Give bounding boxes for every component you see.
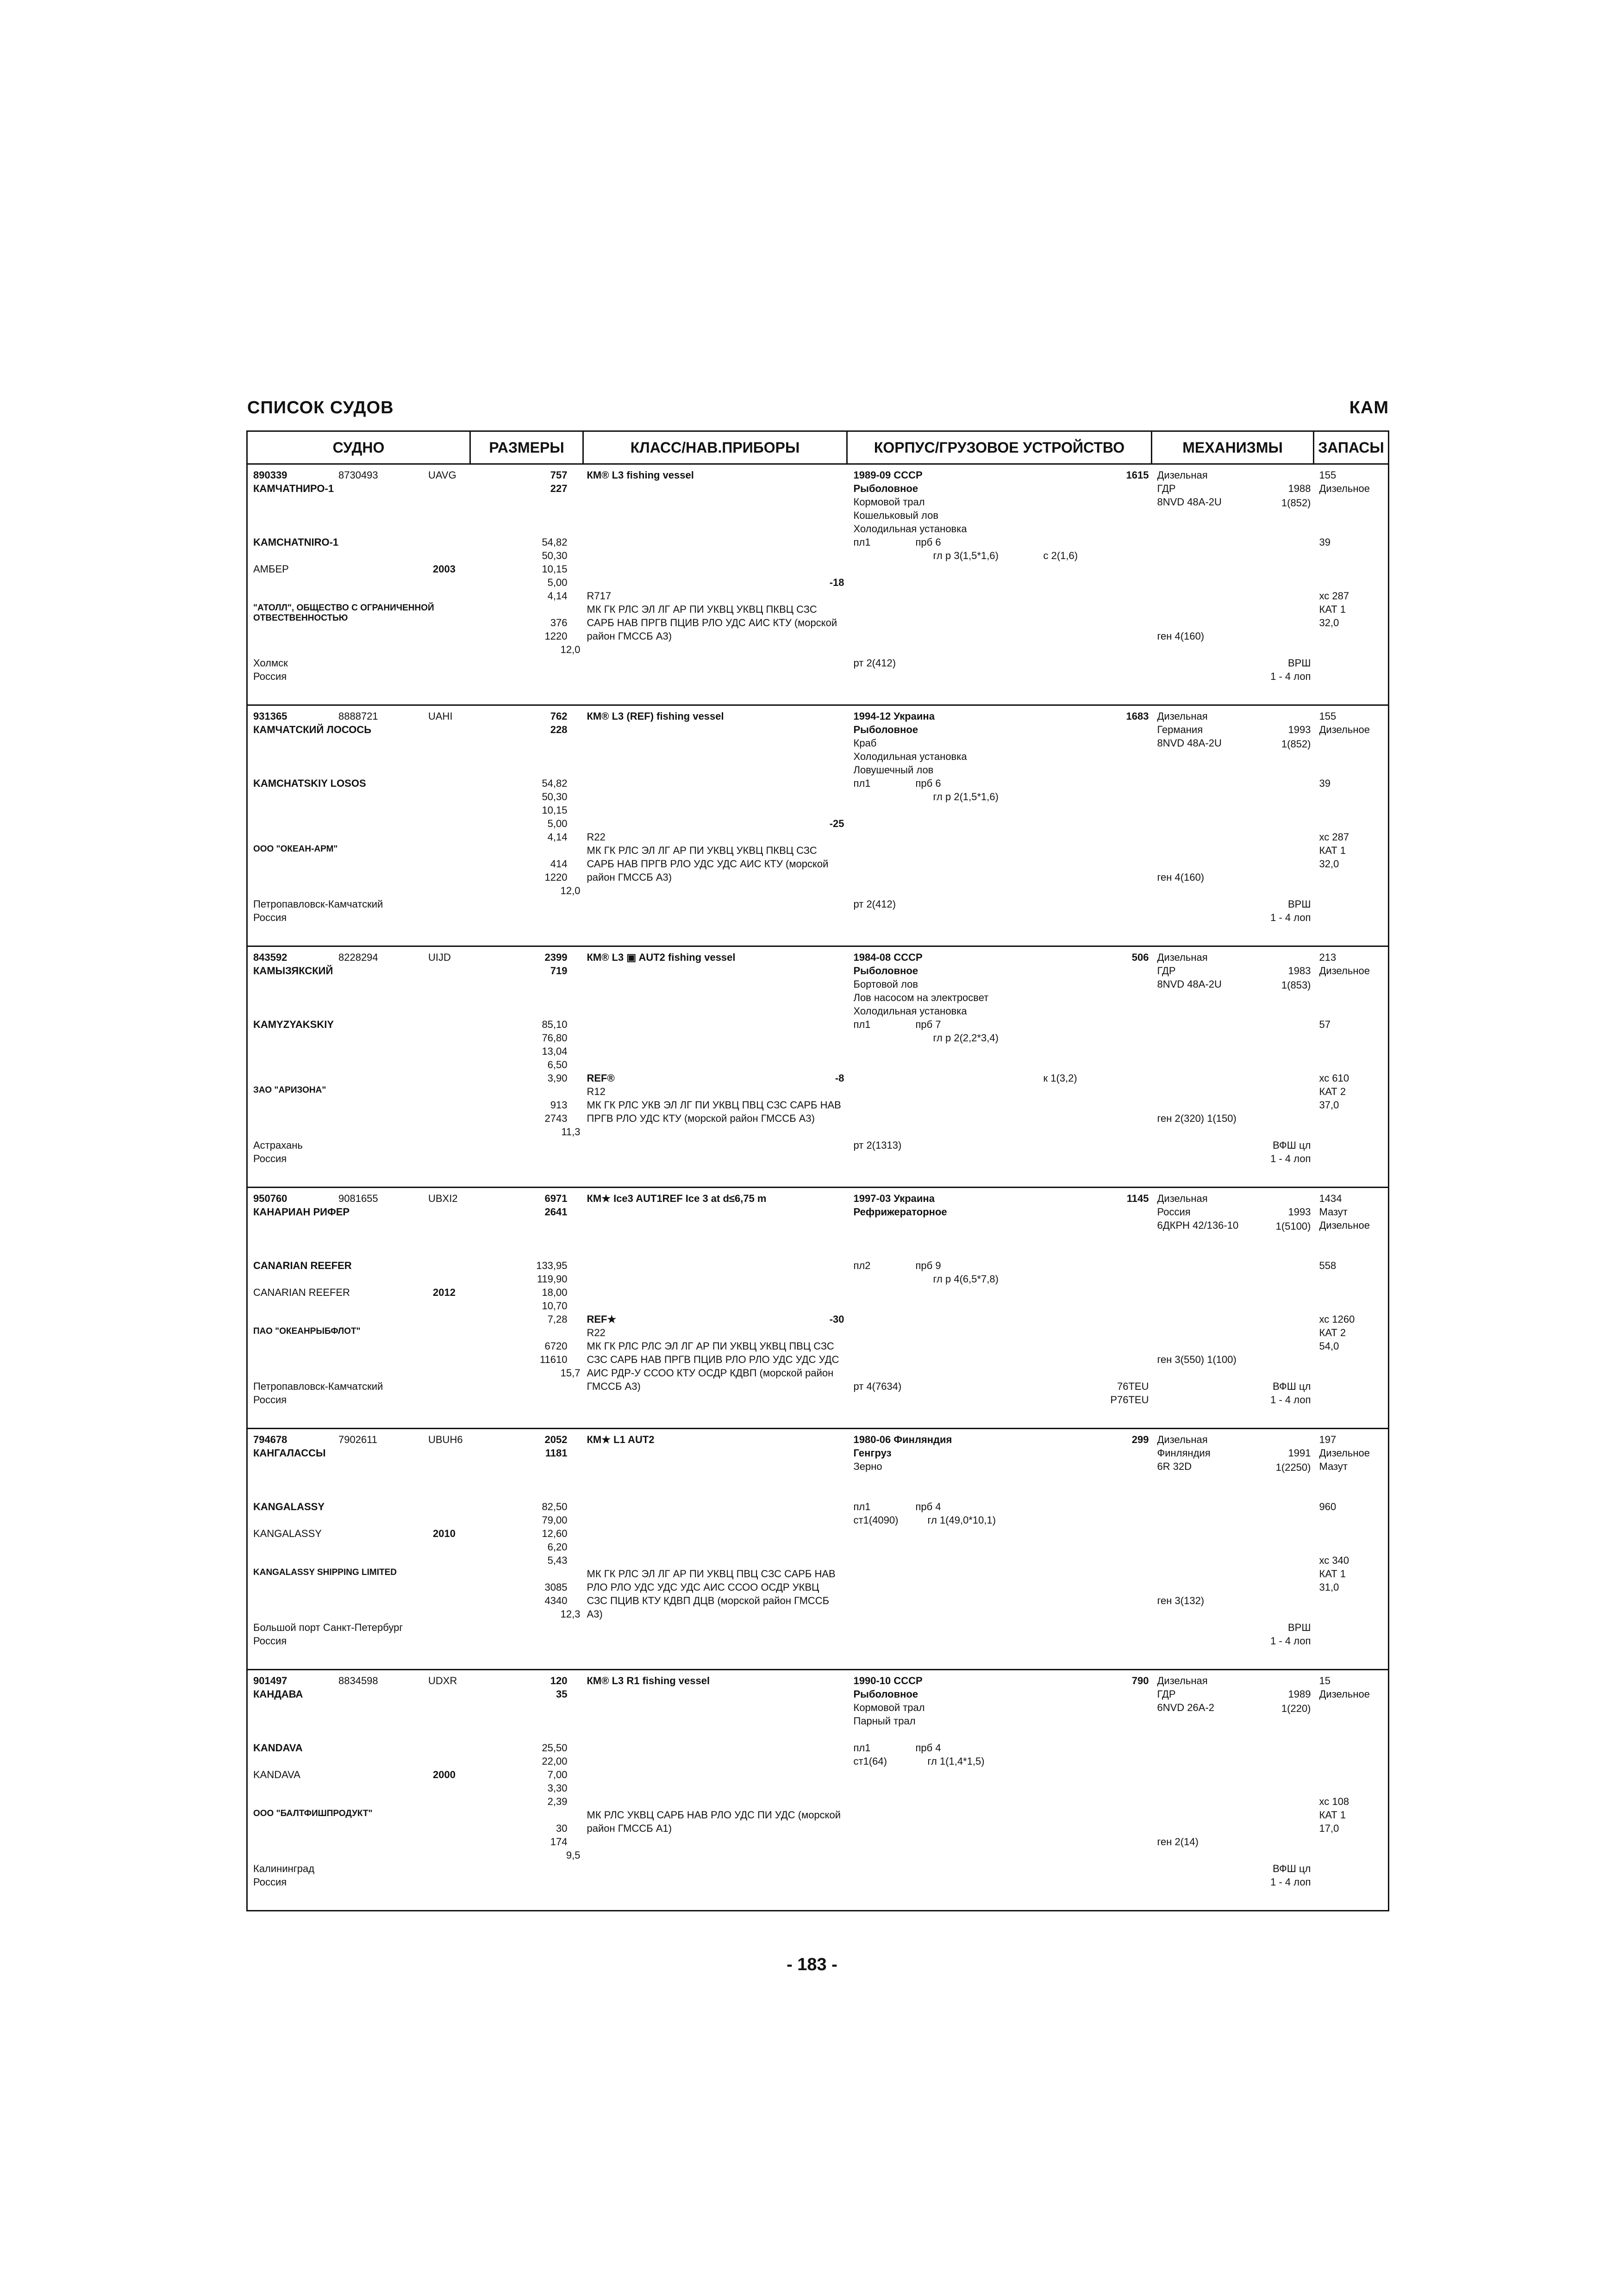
engine-power: 1(853) — [1281, 979, 1311, 991]
country: Россия — [253, 1876, 287, 1888]
generators: ген 2(14) — [1157, 1836, 1199, 1848]
hull-number: 1145 — [1126, 1193, 1149, 1204]
engine-year: 1989 — [1288, 1688, 1311, 1700]
call-sign: UDXR — [428, 1675, 457, 1686]
hold-capacity: прб 7 — [915, 1019, 941, 1030]
dimension-value: 3,90 — [547, 1072, 568, 1084]
hull-line: Холодильная установка — [853, 1005, 967, 1017]
engine-model: 6R 32D — [1157, 1461, 1192, 1472]
propeller-blades: 1 - 4 лоп — [1270, 1876, 1311, 1888]
dimension-value: 5,43 — [547, 1555, 568, 1566]
hold-temperature: -25 — [829, 818, 844, 829]
registry-number: 843592 — [253, 952, 287, 963]
vessel-name: КАМЧАТСКИЙ ЛОСОСЬ — [253, 724, 372, 735]
home-port: Петропавловск-Камчатский — [253, 1381, 383, 1392]
dimension-value: 6,20 — [547, 1541, 568, 1553]
hull-line: Холодильная установка — [853, 751, 967, 762]
dimension-value: 6,50 — [547, 1059, 568, 1070]
call-sign: UBXI2 — [428, 1193, 458, 1204]
crew-spaces: хс 610 — [1319, 1072, 1349, 1084]
imo-number: 9081655 — [338, 1193, 378, 1204]
fuel-1: 15 — [1319, 1675, 1330, 1686]
home-port: Холмск — [253, 657, 288, 669]
engine-maker: ГДР — [1157, 483, 1176, 494]
registry-number: 890339 — [253, 469, 287, 481]
propeller: ВФШ цл — [1273, 1381, 1311, 1392]
fuel-1: 155 — [1319, 469, 1337, 481]
vessel-row — [247, 464, 1389, 705]
dimension-value: 12,0 — [560, 885, 581, 896]
fuel-1: 155 — [1319, 710, 1337, 722]
rename-year: 2003 — [433, 563, 456, 575]
hold-temperature: -30 — [829, 1313, 844, 1325]
dimension-value: 6720 — [544, 1340, 568, 1352]
class-notation: КМ★ L1 AUT2 — [587, 1434, 655, 1445]
engine-year: 1993 — [1288, 724, 1311, 735]
section-code: КАМ — [1349, 398, 1389, 417]
dimension-value: 4,14 — [547, 590, 568, 602]
teu-capacity: 76TEU — [1117, 1381, 1149, 1392]
owner: ООО "ОКЕАН-АРМ" — [253, 844, 338, 854]
nav-equipment: МК ГК РЛС УКВ ЭЛ ЛГ ПИ УКВЦ ПВЦ СЗС САРБ НАВ ПРГВ РЛО УДС КТУ (морской район ГМССБ А3) — [587, 1099, 841, 1124]
vessel-type: Рыболовное — [853, 483, 918, 494]
hold-count: пл1 — [853, 1501, 871, 1512]
registry-number: 794678 — [253, 1434, 287, 1445]
engine-year: 1993 — [1288, 1206, 1311, 1218]
generators: ген 4(160) — [1157, 871, 1205, 883]
hold-count: пл1 — [853, 778, 871, 789]
dimension-value: 9,5 — [566, 1849, 581, 1861]
hold-temperature: -8 — [835, 1072, 844, 1084]
vessel-name-latin: KAMYZYAKSKIY — [253, 1019, 334, 1030]
engine-power: 1(220) — [1281, 1703, 1311, 1714]
imo-number: 8834598 — [338, 1675, 378, 1686]
vessel-name: КАНАРИАН РИФЕР — [253, 1206, 350, 1218]
owner: "АТОЛЛ", ОБЩЕСТВО С ОГРАНИЧЕННОЙ ОТВЕСТВЕННОСТЬЮ — [253, 603, 434, 623]
former-name: KANGALASSY — [253, 1528, 322, 1539]
col-header-machinery: МЕХАНИЗМЫ — [1152, 431, 1314, 464]
category: КАТ 1 — [1319, 845, 1346, 856]
col-header-class: КЛАСС/НАВ.ПРИБОРЫ — [583, 431, 847, 464]
dimension-value: 119,90 — [537, 1273, 568, 1285]
fuel-1: 197 — [1319, 1434, 1337, 1445]
crew-spaces: хс 287 — [1319, 590, 1349, 602]
generators: ген 3(132) — [1157, 1595, 1205, 1606]
fresh-water: 960 — [1319, 1501, 1337, 1512]
dimension-value: 2399 — [544, 952, 568, 963]
fresh-water: 57 — [1319, 1019, 1330, 1030]
vessel-row — [247, 705, 1389, 946]
col-header-hull: КОРПУС/ГРУЗОВОЕ УСТРОЙСТВО — [847, 431, 1152, 464]
hold-count: пл1 — [853, 1019, 871, 1030]
fuel-3: Дизельное — [1319, 1220, 1370, 1231]
fuel-1: 213 — [1319, 952, 1337, 963]
propeller: ВРШ — [1287, 1622, 1311, 1633]
hold-temperature: -18 — [829, 577, 844, 588]
imo-number: 8888721 — [338, 710, 378, 722]
nav-equipment: МК ГК РЛС ЭЛ ЛГ АР ПИ УКВЦ УКВЦ ПКВЦ СЗС САРБ НАВ ПРГВ РЛО УДС УДС АИС КТУ (морской район ГМССБ А3) — [587, 845, 829, 883]
hull-line: Холодильная установка — [853, 523, 967, 535]
hull-number: 790 — [1131, 1675, 1149, 1686]
dimension-value: 5,00 — [547, 818, 568, 829]
owner: ПАО "ОКЕАНРЫБФЛОТ" — [253, 1326, 361, 1336]
vessel-name: КАМЧАТНИРО-1 — [253, 483, 334, 494]
dimension-value: 15,7 — [560, 1367, 581, 1379]
country: Россия — [253, 912, 287, 923]
autonomy: 17,0 — [1319, 1823, 1339, 1834]
vessel-row — [247, 1188, 1389, 1429]
former-name: CANARIAN REEFER — [253, 1287, 350, 1298]
engine-maker: ГДР — [1157, 1688, 1176, 1700]
dimension-value: 762 — [550, 710, 568, 722]
category: КАТ 2 — [1319, 1327, 1346, 1338]
class-notation: КМ® L3 ▣ AUT2 fishing vessel — [587, 952, 736, 963]
owner: KANGALASSY SHIPPING LIMITED — [253, 1568, 397, 1577]
rename-year: 2000 — [433, 1769, 456, 1780]
engine-power: 1(852) — [1281, 497, 1311, 509]
fresh-water: 39 — [1319, 778, 1330, 789]
dimension-value: 4340 — [544, 1595, 568, 1606]
engine-type: Дизельная — [1157, 710, 1208, 722]
hull-line: Бортовой лов — [853, 978, 918, 990]
dimension-value: 414 — [550, 858, 568, 870]
col-header-dimensions: РАЗМЕРЫ — [470, 431, 583, 464]
refrigerant: R717 — [587, 590, 612, 602]
hold-capacity: прб 6 — [915, 536, 941, 548]
fuel-2: Дизельное — [1319, 483, 1370, 494]
dimension-value: 50,30 — [542, 550, 568, 561]
vessel-table — [246, 430, 1389, 1911]
crane: ст1(4090) — [853, 1514, 899, 1526]
build-year-country: 1990-10 СССР — [853, 1675, 923, 1686]
class-notation: КМ★ Ice3 AUT1REF Ice 3 at d≤6,75 m — [587, 1193, 767, 1204]
hold-count: пл1 — [853, 1742, 871, 1754]
dimension-value: 11,3 — [561, 1126, 581, 1138]
hull-number: 1615 — [1126, 469, 1149, 481]
dimension-value: 76,80 — [542, 1032, 568, 1044]
vessel-type: Рыболовное — [853, 1688, 918, 1700]
vessel-name: КАМЫЗЯКСКИЙ — [253, 965, 333, 977]
dimension-value: 10,70 — [542, 1300, 568, 1312]
engine-type: Дизельная — [1157, 1675, 1208, 1686]
autonomy: 32,0 — [1319, 858, 1339, 870]
dimension-value: 2743 — [544, 1113, 568, 1124]
category: КАТ 2 — [1319, 1086, 1346, 1097]
former-name: KANDAVA — [253, 1769, 300, 1780]
home-port: Петропавловск-Камчатский — [253, 898, 383, 910]
class-notation: КМ® L3 fishing vessel — [587, 469, 694, 481]
dimension-value: 12,0 — [560, 644, 581, 655]
country: Россия — [253, 1635, 287, 1647]
dimension-value: 757 — [550, 469, 568, 481]
hull-line: Кормовой трал — [853, 496, 925, 508]
dimension-value: 376 — [550, 617, 568, 628]
propeller: ВРШ — [1287, 657, 1311, 669]
hull-line: Ловушечный лов — [853, 764, 934, 776]
vessel-type: Генгруз — [853, 1447, 892, 1459]
vessel-type: Рыболовное — [853, 724, 918, 735]
dimension-value: 7,28 — [547, 1313, 568, 1325]
registry-number: 901497 — [253, 1675, 287, 1686]
vessel-name: КАНГАЛАССЫ — [253, 1447, 326, 1459]
engine-year: 1983 — [1288, 965, 1311, 977]
dimension-value: 4,14 — [547, 831, 568, 843]
dimension-value: 7,00 — [547, 1769, 568, 1780]
vessel-name-latin: KANGALASSY — [253, 1501, 325, 1512]
category: КАТ 1 — [1319, 604, 1346, 615]
propeller-blades: 1 - 4 лоп — [1270, 1635, 1311, 1647]
refrigerated-hold: рт 2(412) — [853, 898, 896, 910]
call-sign: UAHI — [428, 710, 453, 722]
crew-spaces: хс 1260 — [1319, 1313, 1355, 1325]
propeller-blades: 1 - 4 лоп — [1270, 912, 1311, 923]
hull-number: 1683 — [1126, 710, 1149, 722]
fuel-3: Мазут — [1319, 1461, 1348, 1472]
dimension-value: 719 — [550, 965, 568, 977]
list-title: СПИСОК СУДОВ — [247, 398, 394, 417]
refrigerant: R12 — [587, 1086, 606, 1097]
engine-maker: Финляндия — [1157, 1447, 1211, 1459]
autonomy: 31,0 — [1319, 1581, 1339, 1593]
engine-power: 1(2250) — [1275, 1462, 1311, 1473]
dimension-value: 12,60 — [542, 1528, 568, 1539]
home-port: Калининград — [253, 1863, 315, 1874]
teu-capacity-alt: P76TEU — [1110, 1394, 1149, 1406]
engine-year: 1988 — [1288, 483, 1311, 494]
dimension-value: 13,04 — [542, 1045, 568, 1057]
dimension-value: 30 — [556, 1823, 568, 1834]
registry-number: 950760 — [253, 1193, 287, 1204]
vessel-row — [247, 946, 1389, 1188]
dimension-value: 1181 — [545, 1447, 568, 1459]
propeller-blades: 1 - 4 лоп — [1270, 671, 1311, 682]
autonomy: 37,0 — [1319, 1099, 1339, 1111]
refrigerant: R22 — [587, 831, 606, 843]
hold-capacity: прб 9 — [915, 1260, 941, 1271]
vessel-name-latin: KAMCHATNIRO-1 — [253, 536, 339, 548]
build-year-country: 1994-12 Украина — [853, 710, 935, 722]
refrigeration-class: REF® — [587, 1072, 615, 1084]
engine-maker: Россия — [1157, 1206, 1191, 1218]
rename-year: 2012 — [433, 1287, 456, 1298]
class-notation: КМ® L3 R1 fishing vessel — [587, 1675, 710, 1686]
dimension-value: 79,00 — [542, 1514, 568, 1526]
propeller: ВФШ цл — [1273, 1139, 1311, 1151]
category: КАТ 1 — [1319, 1809, 1346, 1821]
crew-spaces: хс 287 — [1319, 831, 1349, 843]
refrigerated-hold: рт 2(412) — [853, 657, 896, 669]
nav-equipment: МК ГК РЛС ЭЛ ЛГ АР ПИ УКВЦ ПВЦ СЗС САРБ НАВ РЛО РЛО УДС УДС УДС АИС ССОО ОСДР УКВЦ СЗС ПЦИВ КТУ КДВП ДЦВ (морской район ГМССБ А3) — [587, 1568, 836, 1620]
build-year-country: 1989-09 СССР — [853, 469, 923, 481]
imo-number: 8730493 — [338, 469, 378, 481]
hatch-size: гл р 2(2,2*3,4) — [933, 1032, 999, 1044]
dimension-value: 25,50 — [542, 1742, 568, 1754]
vessel-row — [247, 1670, 1389, 1911]
hull-line: Краб — [853, 737, 877, 749]
dimension-value: 3,30 — [547, 1782, 568, 1794]
dimension-value: 6971 — [544, 1193, 568, 1204]
fuel-2: Дизельное — [1319, 1688, 1370, 1700]
engine-model: 8NVD 48A-2U — [1157, 978, 1222, 990]
fuel-2: Дизельное — [1319, 1447, 1370, 1459]
hull-extra: с 2(1,6) — [1043, 550, 1078, 561]
engine-model: 8NVD 48A-2U — [1157, 737, 1222, 749]
build-year-country: 1984-08 СССР — [853, 952, 923, 963]
call-sign: UAVG — [428, 469, 456, 481]
generators: ген 3(550) 1(100) — [1157, 1354, 1237, 1365]
hold-capacity: прб 4 — [915, 1742, 941, 1754]
engine-model: 8NVD 48A-2U — [1157, 496, 1222, 508]
vessel-name: КАНДАВА — [253, 1688, 303, 1700]
rename-year: 2010 — [433, 1528, 456, 1539]
country: Россия — [253, 1153, 287, 1164]
nav-equipment: МК ГК РЛС РЛС ЭЛ ЛГ АР ПИ УКВЦ УКВЦ ПВЦ СЗС СЗС САРБ НАВ ПРГВ ПЦИВ РЛО РЛО УДС УДС УДС АИС РДР-У ССОО КТУ ОСДР КДВП (морской район ГМССБ А3) — [587, 1340, 839, 1392]
hold-capacity: прб 4 — [915, 1501, 941, 1512]
generators: ген 4(160) — [1157, 630, 1205, 642]
engine-type: Дизельная — [1157, 1193, 1208, 1204]
build-year-country: 1997-03 Украина — [853, 1193, 935, 1204]
dimension-value: 10,15 — [542, 804, 568, 816]
engine-maker: ГДР — [1157, 965, 1176, 977]
fuel-2: Мазут — [1319, 1206, 1348, 1218]
dimension-value: 174 — [550, 1836, 568, 1848]
dimension-value: 11610 — [539, 1354, 568, 1365]
engine-type: Дизельная — [1157, 1434, 1208, 1445]
vessel-type: Рыболовное — [853, 965, 918, 977]
refrigeration-class: REF★ — [587, 1313, 617, 1325]
dimension-value: 12,3 — [560, 1608, 581, 1620]
hatch-size: гл р 4(6,5*7,8) — [933, 1273, 999, 1285]
dimension-value: 5,00 — [547, 577, 568, 588]
vessel-type: Рефрижераторное — [853, 1206, 947, 1218]
engine-type: Дизельная — [1157, 952, 1208, 963]
nav-equipment: МК ГК РЛС ЭЛ ЛГ АР ПИ УКВЦ УКВЦ ПКВЦ СЗС САРБ НАВ ПРГВ ПЦИВ РЛО УДС АИС КТУ (морской район ГМССБ А3) — [587, 604, 837, 642]
country: Россия — [253, 1394, 287, 1406]
dimension-value: 54,82 — [542, 778, 568, 789]
propeller: ВРШ — [1287, 898, 1311, 910]
owner: ЗАО "АРИЗОНА" — [253, 1085, 326, 1095]
fuel-2: Дизельное — [1319, 965, 1370, 977]
hull-number: 506 — [1131, 952, 1149, 963]
build-year-country: 1980-06 Финляндия — [853, 1434, 952, 1445]
hull-line: Кормовой трал — [853, 1702, 925, 1713]
engine-maker: Германия — [1157, 724, 1203, 735]
engine-power: 1(5100) — [1275, 1220, 1311, 1232]
former-name: АМБЕР — [253, 563, 289, 575]
hatch-size: гл р 2(1,5*1,6) — [933, 791, 999, 803]
dimension-value: 2,39 — [547, 1796, 568, 1807]
vessel-name-latin: KAMCHATSKIY LOSOS — [253, 778, 366, 789]
engine-model: 6NVD 26A-2 — [1157, 1702, 1215, 1713]
hatch-size: гл 1(1,4*1,5) — [927, 1755, 985, 1767]
refrigerated-hold: рт 4(7634) — [853, 1381, 902, 1392]
class-notation: КМ® L3 (REF) fishing vessel — [587, 710, 724, 722]
crew-spaces: хс 340 — [1319, 1555, 1349, 1566]
hull-line: Парный трал — [853, 1715, 916, 1727]
hull-line: Лов насосом на электросвет — [853, 992, 989, 1003]
col-header-supplies: ЗАПАСЫ — [1314, 431, 1389, 464]
crane: ст1(64) — [853, 1755, 887, 1767]
hull-line: Кошельковый лов — [853, 510, 939, 521]
country: Россия — [253, 671, 287, 682]
autonomy: 54,0 — [1319, 1340, 1339, 1352]
fuel-2: Дизельное — [1319, 724, 1370, 735]
dimension-value: 82,50 — [542, 1501, 568, 1512]
vessel-name-latin: KANDAVA — [253, 1742, 303, 1754]
registry-number: 931365 — [253, 710, 287, 722]
vessel-name-latin: CANARIAN REEFER — [253, 1260, 352, 1271]
dimension-value: 18,00 — [542, 1287, 568, 1298]
page-number: - 183 - — [787, 1955, 837, 1974]
crew-spaces: хс 108 — [1319, 1796, 1349, 1807]
propeller-blades: 1 - 4 лоп — [1270, 1394, 1311, 1406]
hold-capacity: прб 6 — [915, 778, 941, 789]
dimension-value: 913 — [550, 1099, 568, 1111]
col-header-vessel: СУДНО — [247, 431, 470, 464]
dimension-value: 10,15 — [542, 563, 568, 575]
engine-year: 1991 — [1288, 1447, 1311, 1459]
call-sign: UBUH6 — [428, 1434, 463, 1445]
hull-number: 299 — [1131, 1434, 1149, 1445]
propeller-blades: 1 - 4 лоп — [1270, 1153, 1311, 1164]
engine-power: 1(852) — [1281, 738, 1311, 750]
engine-type: Дизельная — [1157, 469, 1208, 481]
home-port: Большой порт Санкт-Петербург — [253, 1622, 403, 1633]
dimension-value: 2641 — [544, 1206, 568, 1218]
nav-equipment: МК РЛС УКВЦ САРБ НАВ РЛО УДС ПИ УДС (морской район ГМССБ А1) — [587, 1809, 841, 1834]
dimension-value: 227 — [550, 483, 568, 494]
generators: ген 2(320) 1(150) — [1157, 1113, 1237, 1124]
refrigerant: R22 — [587, 1327, 606, 1338]
home-port: Астрахань — [253, 1139, 303, 1151]
hatch-size: гл 1(49,0*10,1) — [927, 1514, 996, 1526]
owner: ООО "БАЛТФИШПРОДУКТ" — [253, 1809, 373, 1818]
dimension-value: 1220 — [544, 871, 568, 883]
imo-number: 8228294 — [338, 952, 378, 963]
fresh-water: 558 — [1319, 1260, 1337, 1271]
engine-model: 6ДКРН 42/136-10 — [1157, 1220, 1239, 1231]
vessel-row — [247, 1429, 1389, 1670]
fuel-1: 1434 — [1319, 1193, 1342, 1204]
dimension-value: 85,10 — [542, 1019, 568, 1030]
hull-line: Зерно — [853, 1461, 882, 1472]
hold-count: пл1 — [853, 536, 871, 548]
dimension-value: 120 — [550, 1675, 568, 1686]
dimension-value: 22,00 — [542, 1755, 568, 1767]
category: КАТ 1 — [1319, 1568, 1346, 1580]
propeller: ВФШ цл — [1273, 1863, 1311, 1874]
dimension-value: 50,30 — [542, 791, 568, 803]
dimension-value: 3085 — [544, 1581, 568, 1593]
dimension-value: 54,82 — [542, 536, 568, 548]
autonomy: 32,0 — [1319, 617, 1339, 628]
dimension-value: 2052 — [544, 1434, 568, 1445]
hold-count: пл2 — [853, 1260, 871, 1271]
fresh-water: 39 — [1319, 536, 1330, 548]
dimension-value: 228 — [550, 724, 568, 735]
dimension-value: 35 — [556, 1688, 568, 1700]
dimension-value: 1220 — [544, 630, 568, 642]
refrigerated-hold: рт 2(1313) — [853, 1139, 902, 1151]
hatch-size: гл р 3(1,5*1,6) — [933, 550, 999, 561]
call-sign: UIJD — [428, 952, 451, 963]
imo-number: 7902611 — [338, 1434, 378, 1445]
dimension-value: 133,95 — [536, 1260, 568, 1271]
hull-extra: к 1(3,2) — [1043, 1072, 1077, 1084]
